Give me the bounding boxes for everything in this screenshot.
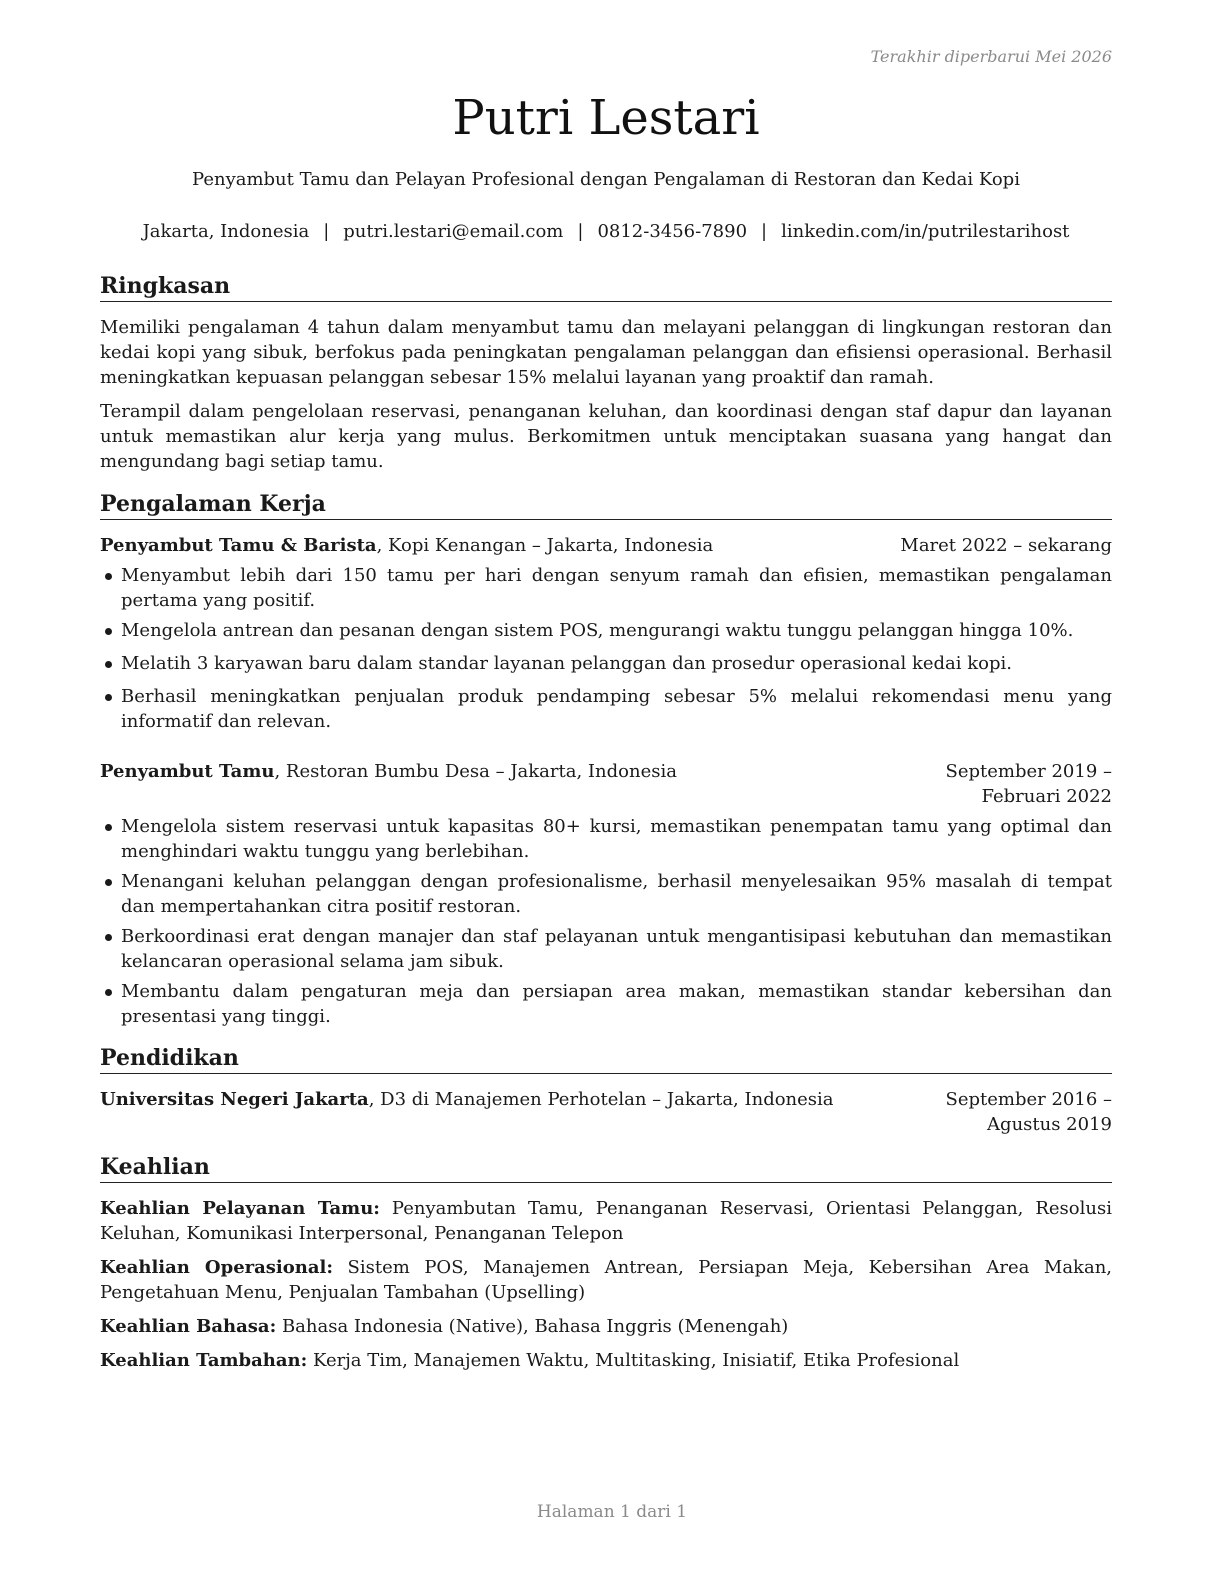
contact-phone: 0812-3456-7890 <box>597 221 748 242</box>
job-bullet: Membantu dalam pengaturan meja dan persiapan area makan, memastikan standar kebersihan dan presentasi yang tinggi. <box>100 979 1112 1029</box>
last-updated-note: Terakhir diperbarui Mei 2026 <box>870 47 1112 66</box>
skill-row <box>100 1348 1112 1373</box>
contact-separator: | <box>577 221 584 242</box>
summary-paragraph: Terampil dalam pengelolaan reservasi, penanganan keluhan, dan koordinasi dengan staf dapur dan layanan untuk memastikan alur kerja yang mulus. Berkomitmen untuk menciptakan suasana yang hangat dan mengundang bagi setiap tamu. <box>100 401 1112 472</box>
skills-section <box>100 1196 1112 1373</box>
job-bullets <box>100 814 1112 1029</box>
job-role: Penyambut Tamu <box>100 761 275 782</box>
job-bullet: Menyambut lebih dari 150 tamu per hari dengan senyum ramah dan efisien, memastikan pengalaman pertama yang positif. <box>100 563 1112 613</box>
contact-email[interactable]: putri.lestari@email.com <box>343 221 564 242</box>
job-dates: Maret 2022 – sekarang <box>900 535 1112 556</box>
job-bullet: Mengelola sistem reservasi untuk kapasitas 80+ kursi, memastikan penempatan tamu yang optimal dan menghindari waktu tunggu yang berlebihan. <box>100 814 1112 864</box>
skill-label: Keahlian Pelayanan Tamu: <box>100 1198 380 1219</box>
job-header <box>100 759 1112 809</box>
skill-value: Sistem POS, Manajemen Antrean, Persiapan Meja, Kebersihan Area Makan, Pengetahuan Menu, Penjualan Tambahan (Upselling) <box>100 1257 1113 1303</box>
job-dates: September 2019 – Februari 2022 <box>945 761 1112 807</box>
job-bullet: Melatih 3 karyawan baru dalam standar layanan pelanggan dan prosedur operasional kedai kopi. <box>100 651 1112 676</box>
education-header <box>100 1087 1112 1137</box>
skill-value: Kerja Tim, Manajemen Waktu, Multitasking, Inisiatif, Etika Profesional <box>307 1350 960 1371</box>
education-school: Universitas Negeri Jakarta <box>100 1089 369 1110</box>
candidate-headline: Penyambut Tamu dan Pelayan Profesional dengan Pengalaman di Restoran dan Kedai Kopi <box>192 169 1020 190</box>
job-title-line <box>100 533 900 558</box>
skill-label: Keahlian Tambahan: <box>100 1350 308 1371</box>
job-bullet: Menangani keluhan pelanggan dengan profesionalisme, berhasil menyelesaikan 95% masalah di tempat dan mempertahankan citra positif restoran. <box>100 869 1112 919</box>
skill-label: Keahlian Bahasa: <box>100 1316 277 1337</box>
skill-label: Keahlian Operasional: <box>100 1257 334 1278</box>
job-employer: , Kopi Kenangan – Jakarta, Indonesia <box>376 535 714 556</box>
job-employer: , Restoran Bumbu Desa – Jakarta, Indonesia <box>274 761 677 782</box>
job-bullet: Berhasil meningkatkan penjualan produk pendamping sebesar 5% melalui rekomendasi menu yang informatif dan relevan. <box>100 684 1112 734</box>
job-bullet: Berkoordinasi erat dengan manajer dan staf pelayanan untuk mengantisipasi kebutuhan dan memastikan kelancaran operasional selama jam sibuk. <box>100 924 1112 974</box>
contact-location: Jakarta, Indonesia <box>142 221 310 242</box>
section-title-experience: Pengalaman Kerja <box>100 489 1112 520</box>
skill-row <box>100 1255 1112 1305</box>
summary-paragraph: Memiliki pengalaman 4 tahun dalam menyambut tamu dan melayani pelanggan di lingkungan restoran dan kedai kopi yang sibuk, berfokus pada peningkatan pengalaman pelanggan dan efisiensi operasional. Berhasil meningkatkan kepuasan pelanggan sebesar 15% melalui layanan yang proaktif dan ramah. <box>100 317 1112 388</box>
contact-separator: | <box>323 221 330 242</box>
section-title-skills: Keahlian <box>100 1152 1112 1183</box>
education-detail: , D3 di Manajemen Perhotelan – Jakarta, Indonesia <box>368 1089 834 1110</box>
job-header <box>100 533 1112 558</box>
skill-value: Penyambutan Tamu, Penanganan Reservasi, Orientasi Pelanggan, Resolusi Keluhan, Komunikasi Interpersonal, Penanganan Telepon <box>100 1198 1112 1244</box>
job-bullet: Mengelola antrean dan pesanan dengan sistem POS, mengurangi waktu tunggu pelanggan hingga 10%. <box>100 618 1112 643</box>
education-dates: September 2016 – Agustus 2019 <box>945 1089 1112 1135</box>
job-bullets <box>100 563 1112 734</box>
job-title-line <box>100 759 872 784</box>
page-number: Halaman 1 dari 1 <box>536 1502 688 1522</box>
section-title-summary: Ringkasan <box>100 271 1112 302</box>
job-entry <box>100 533 1112 734</box>
skill-value: Bahasa Indonesia (Native), Bahasa Inggris (Menengah) <box>276 1316 789 1337</box>
skill-row <box>100 1314 1112 1339</box>
contact-line <box>100 219 1112 244</box>
summary-section <box>100 315 1112 474</box>
skill-row <box>100 1196 1112 1246</box>
education-entry <box>100 1087 1112 1137</box>
job-role: Penyambut Tamu & Barista <box>100 535 377 556</box>
education-line <box>100 1087 872 1112</box>
candidate-name: Putri Lestari <box>452 90 760 146</box>
contact-linkedin[interactable]: linkedin.com/in/putrilestarihost <box>781 221 1070 242</box>
contact-separator: | <box>761 221 768 242</box>
job-entry <box>100 759 1112 1029</box>
section-title-education: Pendidikan <box>100 1043 1112 1074</box>
